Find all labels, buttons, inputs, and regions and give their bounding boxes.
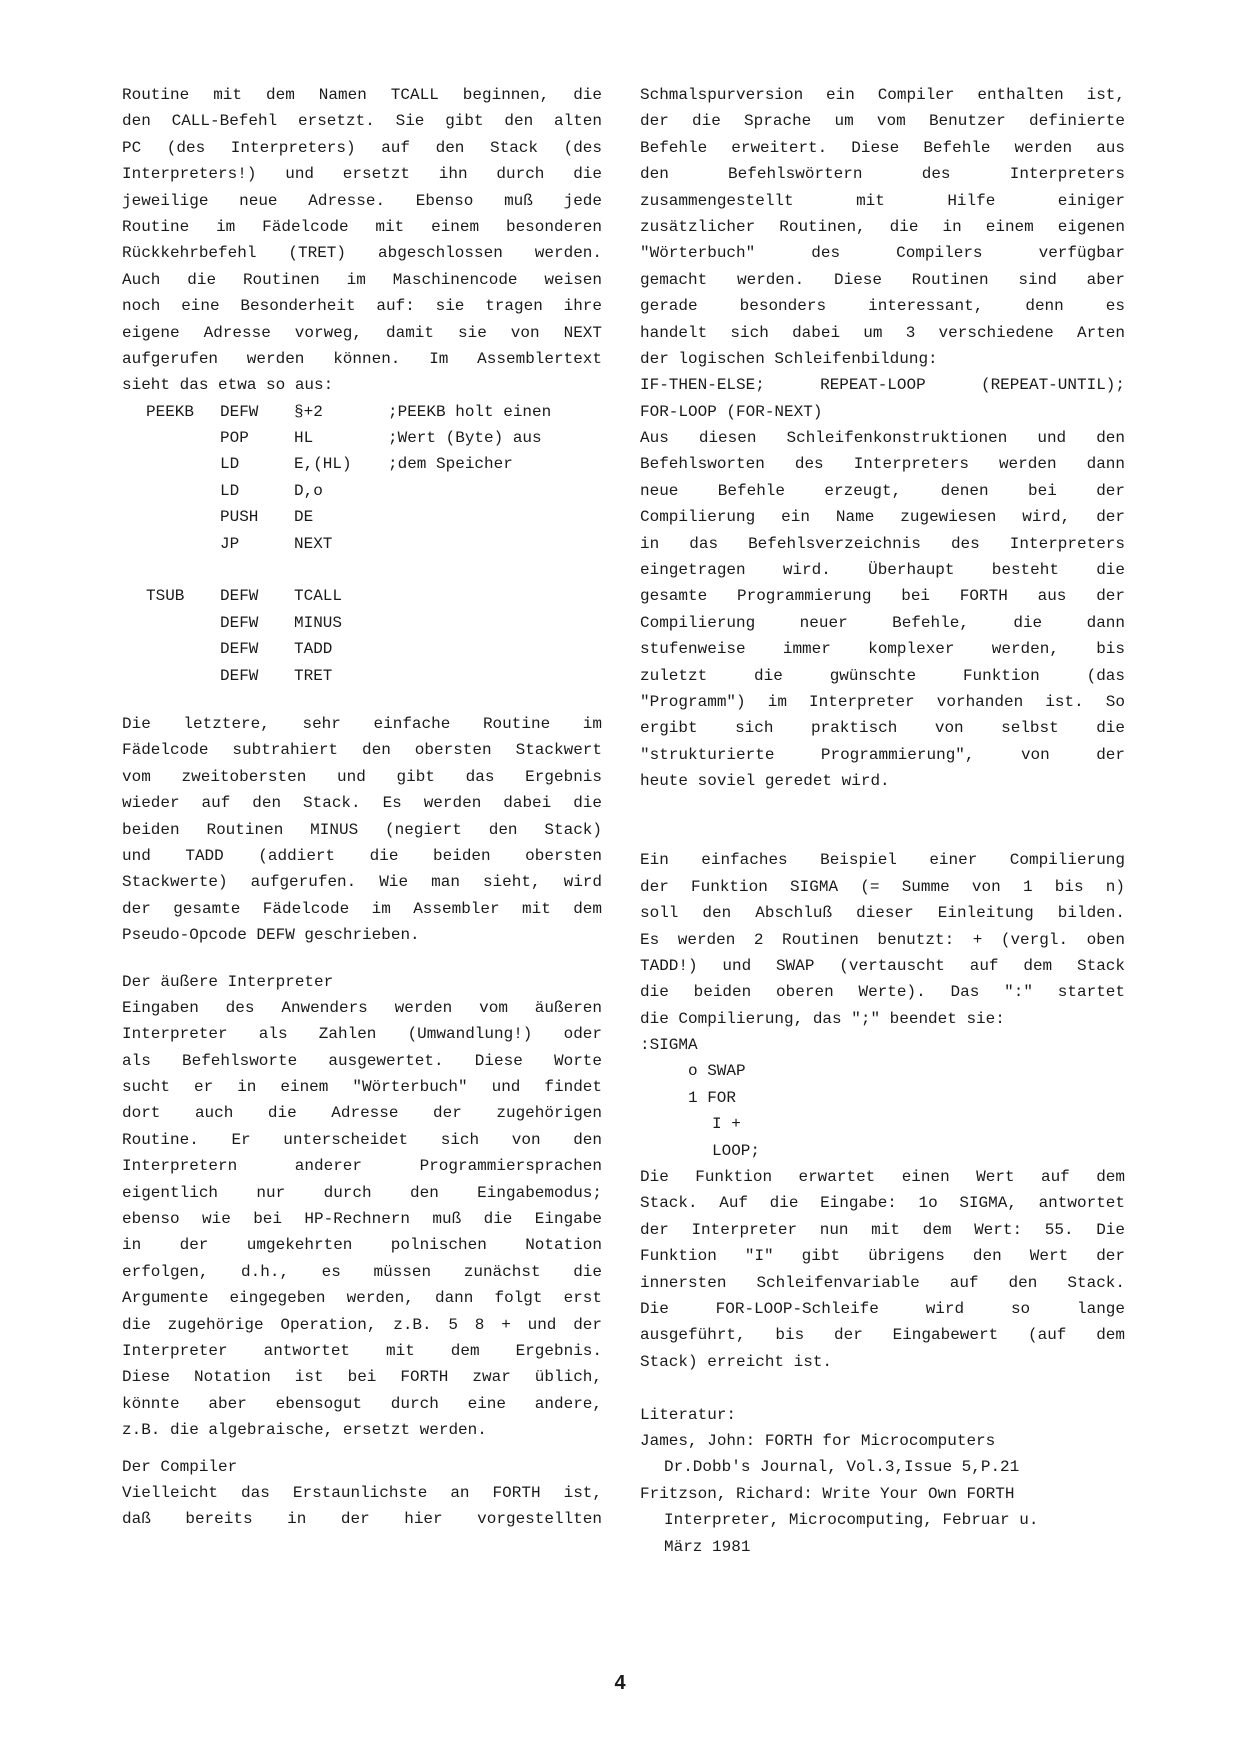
section-heading: Der Compiler xyxy=(122,1457,238,1476)
right-column xyxy=(640,82,1125,1560)
code-label xyxy=(146,504,220,530)
paragraph xyxy=(640,82,1125,795)
code-operand: MINUS xyxy=(294,613,343,632)
code-label xyxy=(146,610,220,636)
text-line: der Funktion SIGMA (= Summe von 1 bis n) xyxy=(640,877,1125,896)
literature-title: Literatur: xyxy=(640,1405,737,1424)
text-line: dort auch die Adresse der zugehörigen xyxy=(122,1104,602,1123)
code-row xyxy=(146,610,602,636)
code-row xyxy=(146,531,602,557)
code-opcode: DEFW xyxy=(220,613,259,632)
text-line: "Wörterbuch" des Compilers verfügbar xyxy=(640,244,1125,263)
text-line: soll den Abschluß dieser Einleitung bilden. xyxy=(640,904,1125,923)
code-label xyxy=(146,451,220,477)
code-operand: TADD xyxy=(294,640,333,659)
literature-entry: Interpreter, Microcomputing, Februar u. xyxy=(664,1511,1039,1530)
text-line: Stackwerte) aufgerufen. Wie man sieht, wird xyxy=(122,873,602,892)
text-line: den Befehlswörtern des Interpreters xyxy=(640,165,1125,184)
text-line: handelt sich dabei um 3 verschiedene Arten xyxy=(640,323,1125,342)
text-line: der die Sprache um vom Benutzer definierte xyxy=(640,112,1125,131)
text-line: könnte aber ebensogut durch eine andere, xyxy=(122,1394,602,1413)
text-line: "Programm") im Interpreter vorhanden ist. So xyxy=(640,692,1125,711)
blank-line xyxy=(640,1375,1125,1401)
code-opcode: POP xyxy=(220,429,249,448)
code-row xyxy=(146,425,602,451)
blank-line xyxy=(640,821,1125,847)
code-label: PEEKB xyxy=(146,402,195,421)
left-column xyxy=(122,82,602,1533)
spacer xyxy=(122,689,602,711)
code-label: TSUB xyxy=(146,587,185,606)
code-opcode: DEFW xyxy=(220,402,259,421)
code-row xyxy=(146,663,602,689)
text-line: ebenso wie bei HP-Rechnern muß die Eingabe xyxy=(122,1210,602,1229)
code-comment: ;PEEKB holt einen xyxy=(388,402,552,421)
text-line: Pseudo-Opcode DEFW geschrieben. xyxy=(122,926,420,945)
forth-line: I + xyxy=(712,1115,741,1134)
text-line: Schmalspurversion ein Compiler enthalten ist, xyxy=(640,86,1125,104)
text-line: sucht er in einem "Wörterbuch" und findet xyxy=(122,1078,602,1097)
code-row xyxy=(146,504,602,530)
text-line: "strukturierte Programmierung", von der xyxy=(640,745,1125,764)
text-line: die Compilierung, das ";" beendet sie: xyxy=(640,1009,1005,1028)
code-operand: E,(HL) xyxy=(294,455,352,474)
code-comment xyxy=(388,531,602,557)
text-line: als Befehlsworte ausgewertet. Diese Worte xyxy=(122,1051,602,1070)
forth-line: 1 FOR xyxy=(688,1088,737,1107)
text-line: Funktion "I" gibt übrigens den Wert der xyxy=(640,1247,1125,1266)
code-opcode: DEFW xyxy=(220,666,259,685)
text-line: Routine mit dem Namen TCALL beginnen, die xyxy=(122,86,602,104)
forth-code xyxy=(640,1032,1125,1164)
assembler-listing xyxy=(146,399,602,689)
text-line: Es werden 2 Routinen benutzt: + (vergl. oben xyxy=(640,930,1125,949)
code-comment xyxy=(388,663,602,689)
code-label xyxy=(146,531,220,557)
section-heading: Der äußere Interpreter xyxy=(122,972,334,991)
text-line: Die Funktion erwartet einen Wert auf dem xyxy=(640,1168,1125,1187)
code-row xyxy=(146,583,602,609)
text-line: zusammengestellt mit Hilfe einiger xyxy=(640,191,1125,210)
code-opcode: LD xyxy=(220,481,240,500)
text-line: eigentlich nur durch den Eingabemodus; xyxy=(122,1183,602,1202)
text-line: gemacht werden. Diese Routinen sind aber xyxy=(640,270,1125,289)
text-line: Aus diesen Schleifenkonstruktionen und den xyxy=(640,429,1125,448)
code-row xyxy=(146,636,602,662)
code-opcode: LD xyxy=(220,455,240,474)
paragraph xyxy=(640,847,1125,1032)
text-line: stufenweise immer komplexer werden, bis xyxy=(640,640,1125,659)
literature-list xyxy=(640,1402,1125,1560)
text-line: Befehle erweitert. Diese Befehle werden aus xyxy=(640,138,1125,157)
code-operand: D,o xyxy=(294,481,323,500)
page-number: 4 xyxy=(614,1672,626,1694)
text-line: Stack) erreicht ist. xyxy=(640,1352,833,1371)
text-line: Eingaben des Anwenders werden vom äußeren xyxy=(122,998,602,1017)
literature-entry: Fritzson, Richard: Write Your Own FORTH xyxy=(640,1484,1015,1503)
text-line: der Interpreter nun mit dem Wert: 55. Die xyxy=(640,1220,1125,1239)
code-comment: ;dem Speicher xyxy=(388,455,513,474)
text-line: in das Befehlsverzeichnis des Interpreters xyxy=(640,534,1125,553)
code-opcode: DEFW xyxy=(220,640,259,659)
text-line: innersten Schleifenvariable auf den Stack. xyxy=(640,1273,1125,1292)
text-line: FOR-LOOP (FOR-NEXT) xyxy=(640,402,823,421)
code-label xyxy=(146,425,220,451)
text-line: noch eine Besonderheit auf: sie tragen ihre xyxy=(122,297,602,316)
text-line: gerade besonders interessant, denn es xyxy=(640,297,1125,316)
text-line: Compilierung neuer Befehle, die dann xyxy=(640,613,1125,632)
code-comment xyxy=(388,583,602,609)
text-line: der logischen Schleifenbildung: xyxy=(640,349,938,368)
literature-entry: März 1981 xyxy=(664,1537,751,1556)
text-line: eingetragen wird. Überhaupt besteht die xyxy=(640,561,1125,580)
text-line: beiden Routinen MINUS (negiert den Stack) xyxy=(122,820,602,839)
code-row xyxy=(146,451,602,477)
paragraph xyxy=(122,82,602,399)
paragraph xyxy=(122,995,602,1444)
text-line: Routine im Fädelcode mit einem besonderen xyxy=(122,217,602,236)
text-line: jeweilige neue Adresse. Ebenso muß jede xyxy=(122,191,602,210)
text-line: den CALL-Befehl ersetzt. Sie gibt den alten xyxy=(122,112,602,131)
text-line: Routine. Er unterscheidet sich von den xyxy=(122,1130,602,1149)
paragraph xyxy=(640,1164,1125,1375)
code-comment xyxy=(388,610,602,636)
code-opcode: JP xyxy=(220,534,240,553)
text-line: Auch die Routinen im Maschinencode weisen xyxy=(122,270,602,289)
code-operand: HL xyxy=(294,429,314,448)
text-line: daß bereits in der hier vorgestellten xyxy=(122,1510,602,1529)
code-opcode: DEFW xyxy=(220,587,259,606)
text-line: Stack. Auf die Eingabe: 1o SIGMA, antwortet xyxy=(640,1194,1125,1213)
text-line: Interpreter antwortet mit dem Ergebnis. xyxy=(122,1341,602,1360)
text-line: zuletzt die gwünschte Funktion (das xyxy=(640,666,1125,685)
text-line: vom zweitobersten und gibt das Ergebnis xyxy=(122,767,602,786)
text-line: Befehlsworten des Interpreters werden dann xyxy=(640,455,1125,474)
text-line: TADD!) und SWAP (vertauscht auf dem Stack xyxy=(640,956,1125,975)
text-line: und TADD (addiert die beiden obersten xyxy=(122,846,602,865)
code-comment xyxy=(388,504,602,530)
code-operand: DE xyxy=(294,508,314,527)
code-row xyxy=(146,478,602,504)
code-operand: NEXT xyxy=(294,534,333,553)
code-operand: TRET xyxy=(294,666,333,685)
text-line: Interpreter als Zahlen (Umwandlung!) oder xyxy=(122,1025,602,1044)
code-row xyxy=(146,399,602,425)
text-line: IF-THEN-ELSE; REPEAT-LOOP (REPEAT-UNTIL); xyxy=(640,376,1125,395)
literature-entry: Dr.Dobb's Journal, Vol.3,Issue 5,P.21 xyxy=(664,1458,1020,1477)
text-line: z.B. die algebraische, ersetzt werden. xyxy=(122,1421,487,1440)
code-comment xyxy=(388,478,602,504)
text-line: die zugehörige Operation, z.B. 5 8 + und der xyxy=(122,1315,602,1334)
text-line: aufgerufen werden können. Im Assemblertext xyxy=(122,349,602,368)
text-line: Vielleicht das Erstaunlichste an FORTH ist, xyxy=(122,1483,602,1502)
text-line: Compilierung ein Name zugewiesen wird, der xyxy=(640,508,1125,527)
code-label xyxy=(146,478,220,504)
text-line: Interpretern anderer Programmiersprachen xyxy=(122,1157,602,1176)
text-line: Die letztere, sehr einfache Routine im xyxy=(122,714,602,733)
text-line: Die FOR-LOOP-Schleife wird so lange xyxy=(640,1300,1125,1319)
literature-entry: James, John: FORTH for Microcomputers xyxy=(640,1432,996,1451)
text-line: zusätzlicher Routinen, die in einem eigenen xyxy=(640,217,1125,236)
code-operand: §+2 xyxy=(294,402,323,421)
text-line: die beiden oberen Werte). Das ":" startet xyxy=(640,983,1125,1002)
forth-line: LOOP; xyxy=(712,1141,761,1160)
text-line: heute soviel geredet wird. xyxy=(640,772,890,791)
forth-line: o SWAP xyxy=(688,1062,746,1081)
text-line: Interpreters!) und ersetzt ihn durch die xyxy=(122,165,602,184)
code-label xyxy=(146,663,220,689)
blank-line xyxy=(640,795,1125,821)
forth-line: :SIGMA xyxy=(640,1036,698,1055)
paragraph xyxy=(122,711,602,949)
text-line: Ein einfaches Beispiel einer Compilierung xyxy=(640,851,1125,870)
text-line: erfolgen, d.h., es müssen zunächst die xyxy=(122,1262,602,1281)
text-line: Diese Notation ist bei FORTH zwar üblich, xyxy=(122,1368,602,1387)
text-line: sieht das etwa so aus: xyxy=(122,376,334,395)
text-line: Rückkehrbefehl (TRET) abgeschlossen werden. xyxy=(122,244,602,263)
text-line: neue Befehle erzeugt, denen bei der xyxy=(640,481,1125,500)
text-line: ergibt sich praktisch von selbst die xyxy=(640,719,1125,738)
code-label xyxy=(146,636,220,662)
text-line: eigene Adresse vorweg, damit sie von NEXT xyxy=(122,323,602,342)
text-line: Argumente eingegeben werden, dann folgt erst xyxy=(122,1289,602,1308)
text-line: PC (des Interpreters) auf den Stack (des xyxy=(122,138,602,157)
text-line: in der umgekehrten polnischen Notation xyxy=(122,1236,602,1255)
text-line: Fädelcode subtrahiert den obersten Stackwert xyxy=(122,741,602,760)
code-opcode: PUSH xyxy=(220,508,259,527)
text-line: gesamte Programmierung bei FORTH aus der xyxy=(640,587,1125,606)
blank-line xyxy=(146,557,602,583)
code-comment xyxy=(388,636,602,662)
code-comment: ;Wert (Byte) aus xyxy=(388,429,542,448)
text-line: wieder auf den Stack. Es werden dabei die xyxy=(122,794,602,813)
paragraph xyxy=(122,1480,602,1533)
code-operand: TCALL xyxy=(294,587,343,606)
text-line: ausgeführt, bis der Eingabewert (auf dem xyxy=(640,1326,1125,1345)
text-line: der gesamte Fädelcode im Assembler mit dem xyxy=(122,899,602,918)
